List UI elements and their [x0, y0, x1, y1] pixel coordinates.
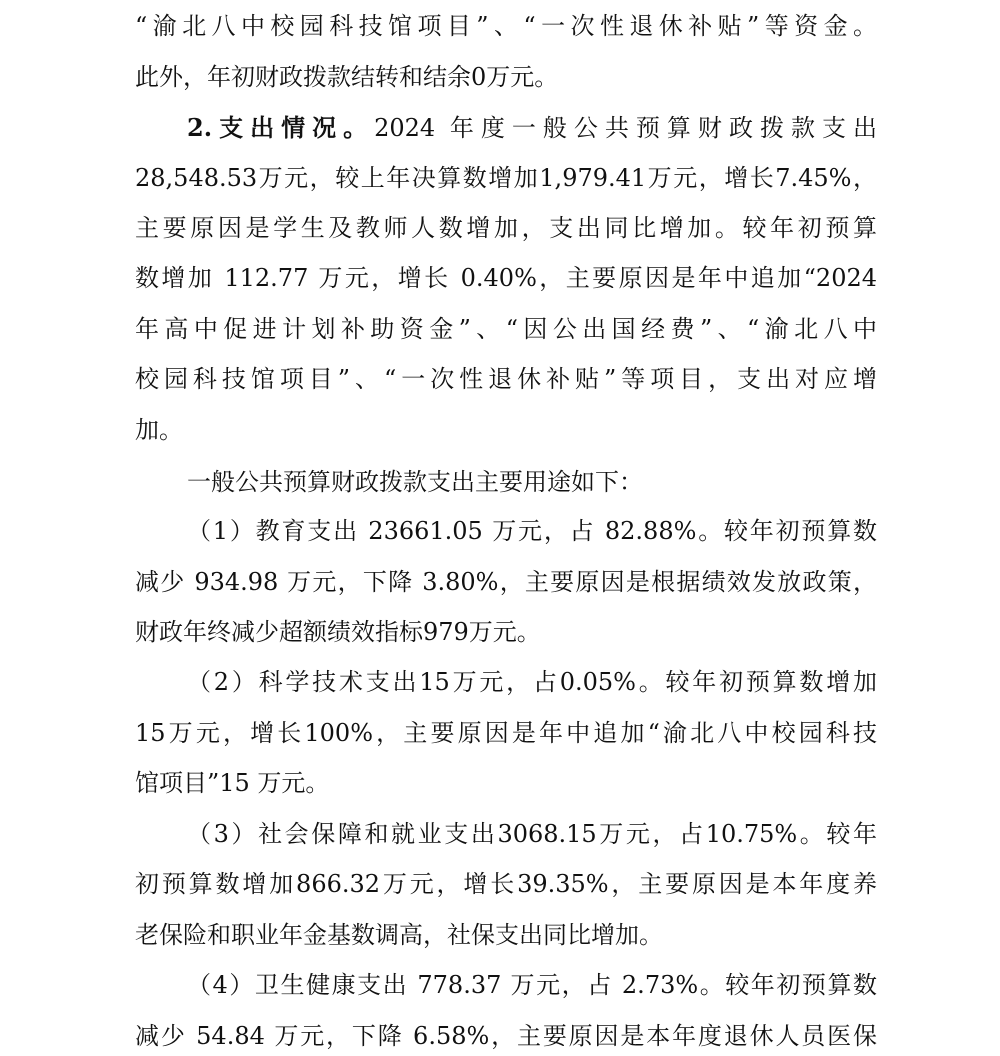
section-heading: 2.支出情况。	[187, 113, 375, 142]
text-line: 数增加 112.77 万元，增长 0.40%，主要原因是年中追加“2024	[135, 264, 877, 292]
paragraph-intro: 一般公共预算财政拨款支出主要用途如下：	[187, 468, 643, 496]
text-line: 馆项目”15 万元。	[135, 769, 330, 797]
text-line: 年高中促进计划补助资金”、“因公出国经费”、“渝北八中	[135, 315, 877, 343]
list-item-education: （1）教育支出 23661.05 万元，占 82.88%。较年初预算数	[187, 517, 877, 545]
text-line: 主要原因是学生及教师人数增加，支出同比增加。较年初预算	[135, 214, 877, 242]
list-item-science: （2）科学技术支出15万元，占0.05%。较年初预算数增加	[187, 668, 877, 696]
text-line: 财政年终减少超额绩效指标979万元。	[135, 618, 541, 646]
list-item-health: （4）卫生健康支出 778.37 万元，占 2.73%。较年初预算数	[187, 971, 877, 999]
text-line: 校园科技馆项目”、“一次性退休补贴”等项目，支出对应增	[135, 365, 877, 393]
section-heading-line	[187, 111, 877, 145]
text-line: “渝北八中校园科技馆项目”、“一次性退休补贴”等资金。	[135, 12, 877, 40]
text-line: 此外，年初财政拨款结转和结余0万元。	[135, 63, 559, 91]
text-line: 减少 54.84 万元，下降 6.58%，主要原因是本年度退休人员医保	[135, 1022, 877, 1050]
text-line: 2024 年度一般公共预算财政拨款支出	[374, 114, 877, 142]
text-line: 15万元，增长100%，主要原因是年中追加“渝北八中校园科技	[135, 719, 877, 747]
text-line: 减少 934.98 万元，下降 3.80%，主要原因是根据绩效发放政策，	[135, 568, 877, 596]
list-item-social-security: （3）社会保障和就业支出3068.15万元，占10.75%。较年	[187, 820, 877, 848]
text-line: 28,548.53万元，较上年决算数增加1,979.41万元，增长7.45%，	[135, 164, 877, 192]
text-line: 老保险和职业年金基数调高，社保支出同比增加。	[135, 921, 663, 949]
text-line: 初预算数增加866.32万元，增长39.35%，主要原因是本年度养	[135, 870, 877, 898]
text-line: 加。	[135, 416, 183, 444]
